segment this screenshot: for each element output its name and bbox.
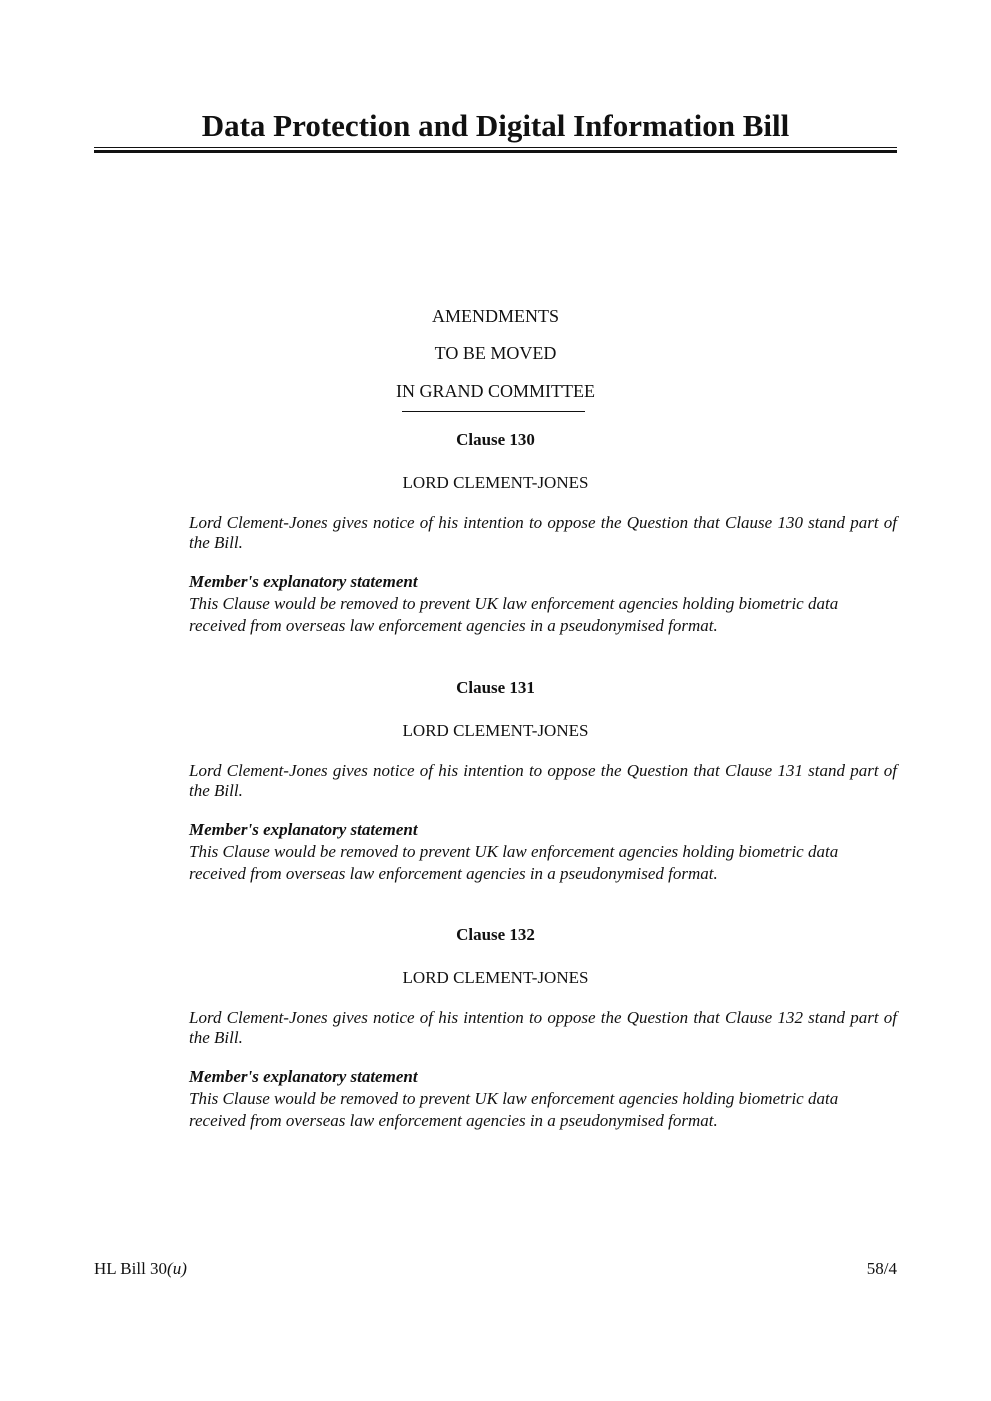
bill-suffix: (u) <box>167 1259 187 1278</box>
notice-text: Lord Clement-Jones gives notice of his intention to oppose the Question that Clause 130 stand part of the Bill. <box>189 513 897 552</box>
statement-label: Member's explanatory statement <box>189 820 418 839</box>
statement-label: Member's explanatory statement <box>189 572 418 591</box>
notice-text: Lord Clement-Jones gives notice of his intention to oppose the Question that Clause 132 stand part of the Bill. <box>189 1008 897 1047</box>
notice-text: Lord Clement-Jones gives notice of his intention to oppose the Question that Clause 131 stand part of the Bill. <box>189 761 897 800</box>
member-name: LORD CLEMENT-JONES <box>402 473 589 492</box>
clause-heading: Clause 130 <box>456 430 535 449</box>
heading-amendments: AMENDMENTS <box>431 306 559 326</box>
clause-block <box>0 924 991 1164</box>
heading-grand-committee: IN GRAND COMMITTEE <box>396 381 595 401</box>
clause-heading: Clause 131 <box>456 678 535 697</box>
clause-block <box>0 429 991 669</box>
title-rule-thin <box>94 147 897 148</box>
bill-number: HL Bill 30 <box>94 1259 168 1278</box>
statement-text: This Clause would be removed to prevent UK law enforcement agencies holding biometric data received from overseas law enforcement agencies in a pseudonymised format. <box>189 842 839 883</box>
heading-rule <box>402 411 585 412</box>
member-name: LORD CLEMENT-JONES <box>402 721 589 740</box>
heading-to-be-moved: TO BE MOVED <box>434 343 557 363</box>
clause-heading: Clause 132 <box>456 925 535 944</box>
statement-text: This Clause would be removed to prevent UK law enforcement agencies holding biometric data received from overseas law enforcement agencies in a pseudonymised format. <box>189 594 839 635</box>
page-reference: 58/4 <box>866 1259 897 1278</box>
statement-label: Member's explanatory statement <box>189 1067 418 1086</box>
document-title: Data Protection and Digital Information Bill <box>201 108 790 143</box>
clause-block <box>0 677 991 917</box>
title-rule-thick <box>94 150 897 153</box>
member-name: LORD CLEMENT-JONES <box>402 968 589 987</box>
bill-reference <box>94 1258 187 1280</box>
statement-text: This Clause would be removed to prevent UK law enforcement agencies holding biometric data received from overseas law enforcement agencies in a pseudonymised format. <box>189 1089 839 1130</box>
